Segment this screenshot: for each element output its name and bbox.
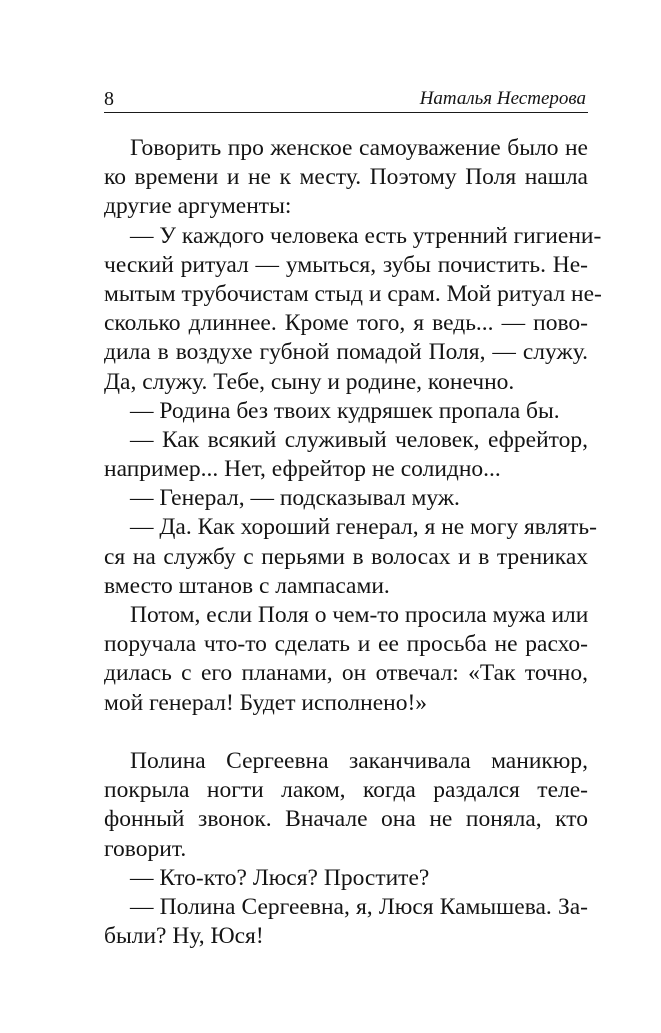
text-line: дила в воздухе губной помадой Поля, — служу. [104,339,588,366]
text-line: например... Нет, ефрейтор не солидно... [104,456,501,483]
text-line: — Полина Сергеевна, я, Люся Камышева. За- [130,893,588,920]
text-line: Говорить про женское самоуважение было не [130,135,588,161]
text-line: — Как всякий служивый человек, ефрейтор, [130,426,588,453]
text-line: Полина Сергеевна заканчивала маникюр, [130,747,588,774]
page-number: 8 [104,88,114,110]
text-line: Да, служу. Тебе, сыну и родине, конечно. [104,368,515,395]
running-header [104,86,588,113]
text-line: дилась с его планами, он отвечал: «Так точно, [104,660,588,687]
text-line: — Родина без твоих кудряшек пропала бы. [130,397,560,424]
text-line: мой генерал! Будет исполнено!» [104,689,428,716]
text-line: вместо штанов с лампасами. [104,572,390,599]
text-line: — У каждого человека есть утренний гигиени- [130,222,602,249]
text-line: были? Ну, Юся! [104,923,264,950]
text-line: покрыла ногти лаком, когда раздался теле- [104,777,588,804]
text-line: ческий ритуал — умыться, зубы почистить. Не- [104,251,588,278]
text-line: ко времени и не к месту. Поэтому Поля нашла [104,164,588,191]
text-line: мытым трубочистам стыд и срам. Мой ритуал не- [104,280,602,307]
text-line: — Кто-кто? Люся? Простите? [130,864,430,891]
text-line: Потом, если Поля о чем-то просила мужа или [130,602,589,628]
text-line: сколько длиннее. Кроме того, я ведь... — пово- [104,310,588,337]
text-line: — Да. Как хороший генерал, я не могу являть- [130,514,597,541]
text-line: — Генерал, — подсказывал муж. [130,485,460,512]
text-line: поручала что-то сделать и ее просьба не расхо- [104,631,588,658]
section-break [104,718,588,747]
text-line: другие аргументы: [104,193,292,220]
header-author-name: Наталья Нестерова [419,88,586,109]
text-line: говорит. [104,835,187,862]
text-line: фонный звонок. Вначале она не поняла, кто [104,806,588,833]
body-text [104,134,602,951]
text-line: ся на службу с перьями в волосах и в трениках [104,543,588,570]
